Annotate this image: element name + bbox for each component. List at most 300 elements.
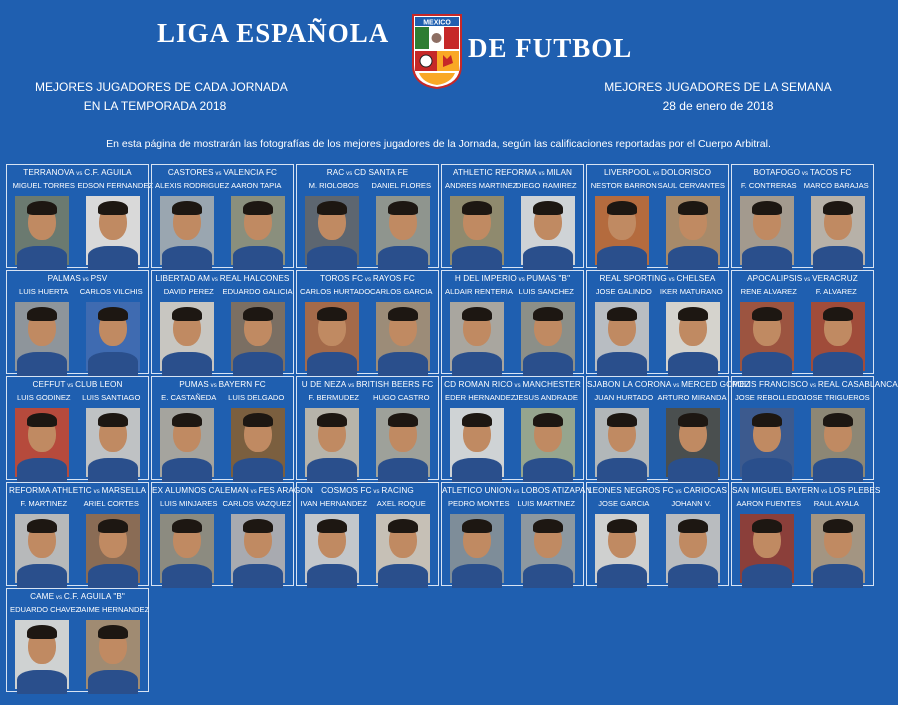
player-photo xyxy=(521,408,575,477)
player-photo xyxy=(305,514,359,583)
away-team: C.F. AGUILA xyxy=(84,168,132,177)
player-photo xyxy=(450,514,504,583)
home-team: BOTAFOGO xyxy=(753,168,801,177)
player-photos xyxy=(152,514,293,583)
match-card xyxy=(151,482,313,586)
away-team: VERACRUZ xyxy=(812,274,858,283)
player-name-1: RENE ALVAREZ xyxy=(740,287,797,296)
match-card xyxy=(441,164,584,268)
player-photos xyxy=(7,620,148,689)
home-team: REFORMA ATHLETIC xyxy=(8,486,92,495)
player-photo xyxy=(231,302,285,371)
player-name-2: EDUARDO GALICIA xyxy=(222,287,293,296)
vs-label: vs xyxy=(512,383,523,389)
home-team: SAN MIGUEL BAYERN xyxy=(732,486,820,495)
photo-hair xyxy=(243,413,273,427)
player-photo xyxy=(450,408,504,477)
match-title xyxy=(297,168,438,177)
photo-hair xyxy=(678,413,708,427)
home-team: EX ALUMNOS CALEMAN xyxy=(152,486,249,495)
player-photos xyxy=(297,196,438,265)
player-names xyxy=(442,287,583,296)
player-photos xyxy=(587,514,728,583)
away-team: LOBOS ATIZAPAN xyxy=(521,486,592,495)
player-photos xyxy=(297,514,438,583)
player-name-2: DIEGO RAMIREZ xyxy=(515,181,577,190)
player-photo xyxy=(666,302,720,371)
away-team: MANCHESTER xyxy=(522,380,581,389)
player-names xyxy=(7,499,148,508)
match-card xyxy=(296,482,439,586)
vs-label: vs xyxy=(651,171,661,177)
away-team: BRITISH BEERS FC xyxy=(356,380,434,389)
player-name-1: LUIS GODINEZ xyxy=(16,393,71,402)
vs-label: vs xyxy=(802,277,813,283)
player-names xyxy=(587,393,728,402)
home-team: CAME xyxy=(30,592,55,601)
match-title xyxy=(732,486,881,495)
vs-label: vs xyxy=(536,171,547,177)
player-photo xyxy=(160,408,214,477)
vs-label: vs xyxy=(371,489,382,495)
player-name-1: PEDRO MONTES xyxy=(447,499,510,508)
player-names xyxy=(732,287,873,296)
photo-body xyxy=(162,352,212,376)
player-name-2: LUIS MARTINEZ xyxy=(517,499,576,508)
photo-hair xyxy=(607,519,637,533)
player-name-2: ARTURO MIRANDA xyxy=(657,393,727,402)
photo-hair xyxy=(752,413,782,427)
photo-hair xyxy=(752,201,782,215)
match-card xyxy=(586,164,729,268)
player-name-1: JOSE GARCIA xyxy=(598,499,650,508)
mexico-crest-logo xyxy=(411,13,463,89)
photo-hair xyxy=(98,307,128,321)
player-name-2: HUGO CASTRO xyxy=(372,393,430,402)
photo-body xyxy=(17,670,67,694)
vs-label: vs xyxy=(213,171,224,177)
player-photo xyxy=(666,196,720,265)
player-photo xyxy=(86,302,140,371)
player-name-1: MIGUEL TORRES xyxy=(12,181,75,190)
photo-body xyxy=(162,564,212,588)
away-team: VALENCIA FC xyxy=(223,168,278,177)
player-photo xyxy=(376,514,430,583)
photo-body xyxy=(523,564,573,588)
match-card xyxy=(6,376,149,480)
away-team: BAYERN FC xyxy=(218,380,266,389)
player-photo xyxy=(666,514,720,583)
player-photo xyxy=(521,196,575,265)
vs-label: vs xyxy=(516,277,527,283)
photo-body xyxy=(742,458,792,482)
player-name-1: JOSE REBOLLEDO xyxy=(735,393,804,402)
photo-hair xyxy=(27,307,57,321)
photo-hair xyxy=(678,307,708,321)
match-card xyxy=(296,270,439,374)
photo-hair xyxy=(533,201,563,215)
player-name-2: ARIEL CORTES xyxy=(83,499,139,508)
match-card xyxy=(151,376,294,480)
player-photo xyxy=(86,408,140,477)
match-title xyxy=(587,486,728,495)
player-photo xyxy=(595,408,649,477)
vs-label: vs xyxy=(344,171,355,177)
away-team: C.F. AGUILA "B" xyxy=(63,592,125,601)
player-name-2: F. ALVAREZ xyxy=(815,287,857,296)
photo-hair xyxy=(462,201,492,215)
photo-hair xyxy=(98,625,128,639)
player-names xyxy=(297,181,438,190)
match-title xyxy=(587,380,751,389)
player-name-1: F. CONTRERAS xyxy=(740,181,797,190)
player-name-2: JESUS ANDRADE xyxy=(514,393,578,402)
photo-hair xyxy=(388,307,418,321)
player-name-2: AARON TAPIA xyxy=(231,181,282,190)
player-photos xyxy=(732,302,873,371)
photo-hair xyxy=(317,307,347,321)
home-team: TERRANOVA xyxy=(23,168,75,177)
vs-label: vs xyxy=(65,383,76,389)
player-name-1: LUIS HUERTA xyxy=(18,287,69,296)
player-name-1: NESTOR BARRON xyxy=(590,181,657,190)
crest-label: MEXICO xyxy=(423,19,451,27)
player-names xyxy=(297,287,438,296)
photo-hair xyxy=(243,201,273,215)
match-title xyxy=(732,380,898,389)
player-photo xyxy=(376,302,430,371)
photo-hair xyxy=(317,413,347,427)
photo-body xyxy=(523,246,573,270)
photo-hair xyxy=(317,201,347,215)
photo-body xyxy=(233,246,283,270)
player-photos xyxy=(297,408,438,477)
photo-body xyxy=(378,564,428,588)
photo-body xyxy=(17,564,67,588)
vs-label: vs xyxy=(819,489,829,495)
player-names xyxy=(297,499,438,508)
right-subtitle-line2: 28 de enero de 2018 xyxy=(662,99,774,113)
intro-text: En esta página de mostrarán las fotografías de los mejores jugadores de la Jornada, según las calificaciones reportadas por el Cuerpo Arbitral. xyxy=(106,138,771,150)
vs-label: vs xyxy=(666,277,677,283)
player-names xyxy=(297,393,438,402)
photo-body xyxy=(742,246,792,270)
photo-hair xyxy=(823,307,853,321)
left-subtitle-line1: MEJORES JUGADORES DE CADA JORNADA xyxy=(35,80,288,94)
player-names xyxy=(152,499,293,508)
away-team: CHELSEA xyxy=(676,274,716,283)
player-photo xyxy=(811,514,865,583)
player-photos xyxy=(7,408,148,477)
photo-body xyxy=(452,246,502,270)
home-team: PALMAS xyxy=(47,274,81,283)
player-photos xyxy=(732,408,873,477)
match-title xyxy=(587,274,728,283)
match-card xyxy=(151,164,294,268)
player-photos xyxy=(732,196,873,265)
photo-hair xyxy=(678,201,708,215)
photo-hair xyxy=(462,413,492,427)
photo-hair xyxy=(388,413,418,427)
vs-label: vs xyxy=(363,277,373,283)
player-photo xyxy=(740,408,794,477)
player-photos xyxy=(442,514,583,583)
match-title xyxy=(442,380,583,389)
player-name-2: AXEL ROQUE xyxy=(376,499,426,508)
home-team: LIVERPOOL xyxy=(603,168,652,177)
player-photo xyxy=(305,408,359,477)
player-name-2: IKER MATURANO xyxy=(659,287,723,296)
away-team: CLUB LEON xyxy=(75,380,123,389)
away-team: MERCED GOMEZ xyxy=(681,380,751,389)
home-team: RAC xyxy=(326,168,345,177)
photo-body xyxy=(88,246,138,270)
player-names xyxy=(7,605,148,614)
players-grid xyxy=(6,164,898,692)
player-photos xyxy=(587,196,728,265)
player-name-1: ANDRES MARTINEZ xyxy=(445,181,518,190)
photo-body xyxy=(233,352,283,376)
player-photo xyxy=(160,196,214,265)
player-photo xyxy=(521,514,575,583)
player-names xyxy=(732,181,873,190)
photo-body xyxy=(523,352,573,376)
photo-hair xyxy=(243,307,273,321)
match-card xyxy=(586,376,751,480)
player-photo xyxy=(740,196,794,265)
home-team: CASTORES xyxy=(167,168,214,177)
photo-body xyxy=(668,458,718,482)
player-names xyxy=(442,181,583,190)
vs-label: vs xyxy=(671,383,682,389)
player-name-1: M. RIOLOBOS xyxy=(308,181,359,190)
photo-body xyxy=(597,564,647,588)
photo-hair xyxy=(533,307,563,321)
home-team: CEFFUT xyxy=(32,380,66,389)
player-names xyxy=(442,499,583,508)
match-title xyxy=(297,486,438,495)
photo-body xyxy=(88,670,138,694)
photo-body xyxy=(813,564,863,588)
photo-hair xyxy=(243,519,273,533)
match-title xyxy=(297,274,438,283)
photo-hair xyxy=(388,519,418,533)
photo-body xyxy=(523,458,573,482)
away-team: TACOS FC xyxy=(809,168,852,177)
vs-label: vs xyxy=(80,277,91,283)
player-name-1: ALDAIR RENTERIA xyxy=(445,287,513,296)
left-subtitle-line2: EN LA TEMPORADA 2018 xyxy=(83,99,227,113)
player-names xyxy=(7,287,148,296)
player-name-2: JOSE TRIGUEROS xyxy=(802,393,870,402)
away-team: CARIOCAS xyxy=(683,486,728,495)
photo-body xyxy=(162,458,212,482)
player-name-2: SAUL CERVANTES xyxy=(657,181,725,190)
player-photo xyxy=(231,514,285,583)
player-names xyxy=(587,181,728,190)
photo-hair xyxy=(678,519,708,533)
vs-label: vs xyxy=(248,489,259,495)
photo-body xyxy=(742,564,792,588)
photo-body xyxy=(307,564,357,588)
player-names xyxy=(7,393,148,402)
match-title xyxy=(297,380,438,389)
player-photo xyxy=(15,302,69,371)
player-photo xyxy=(15,196,69,265)
home-team: PUMAS xyxy=(179,380,209,389)
player-photo xyxy=(811,408,865,477)
photo-body xyxy=(668,564,718,588)
player-name-2: CARLOS GARCIA xyxy=(370,287,433,296)
player-photo xyxy=(86,196,140,265)
photo-body xyxy=(233,458,283,482)
away-team: FES ARAGON xyxy=(258,486,313,495)
vs-label: vs xyxy=(346,383,357,389)
photo-hair xyxy=(823,201,853,215)
photo-hair xyxy=(98,413,128,427)
match-title xyxy=(152,486,313,495)
photo-body xyxy=(162,246,212,270)
vs-label: vs xyxy=(800,171,810,177)
home-team: CD ROMAN RICO xyxy=(444,380,513,389)
home-team: LEONES NEGROS FC xyxy=(587,486,674,495)
match-card xyxy=(731,376,898,480)
photo-body xyxy=(813,246,863,270)
vs-label: vs xyxy=(54,595,64,601)
player-name-2: DANIEL FLORES xyxy=(371,181,432,190)
match-title xyxy=(152,168,293,177)
player-photos xyxy=(442,302,583,371)
photo-body xyxy=(452,458,502,482)
photo-body xyxy=(452,352,502,376)
match-title xyxy=(732,168,873,177)
match-card xyxy=(6,164,154,268)
player-photo xyxy=(595,302,649,371)
photo-hair xyxy=(823,519,853,533)
match-card xyxy=(731,164,874,268)
player-name-1: AARON FUENTES xyxy=(736,499,802,508)
player-photos xyxy=(587,408,728,477)
match-title xyxy=(587,168,728,177)
vs-label: vs xyxy=(74,171,85,177)
photo-body xyxy=(668,246,718,270)
player-photo xyxy=(160,302,214,371)
match-card xyxy=(6,482,149,586)
player-photo xyxy=(666,408,720,477)
photo-body xyxy=(378,458,428,482)
player-name-1: F. BERMUDEZ xyxy=(308,393,360,402)
player-photos xyxy=(7,196,148,265)
player-photos xyxy=(442,196,583,265)
photo-hair xyxy=(317,519,347,533)
home-team: ATHLETIC REFORMA xyxy=(452,168,537,177)
player-photo xyxy=(811,302,865,371)
photo-body xyxy=(597,458,647,482)
photo-body xyxy=(307,352,357,376)
player-names xyxy=(152,287,293,296)
player-photo xyxy=(595,196,649,265)
vs-label: vs xyxy=(210,277,220,283)
player-name-1: LUIS MINJARES xyxy=(160,499,218,508)
home-team: COSMOS FC xyxy=(321,486,372,495)
photo-hair xyxy=(388,201,418,215)
player-photo xyxy=(86,514,140,583)
photo-hair xyxy=(172,413,202,427)
match-card xyxy=(586,270,729,374)
photo-body xyxy=(307,458,357,482)
player-photo xyxy=(376,196,430,265)
player-photo xyxy=(305,196,359,265)
player-photo xyxy=(740,514,794,583)
away-team: REAL HALCONES xyxy=(219,274,290,283)
match-title xyxy=(732,274,873,283)
match-title xyxy=(152,380,293,389)
player-names xyxy=(587,499,728,508)
player-photos xyxy=(152,408,293,477)
photo-body xyxy=(17,458,67,482)
photo-hair xyxy=(533,413,563,427)
vs-label: vs xyxy=(808,383,818,389)
match-title xyxy=(152,274,293,283)
home-team: U DE NEZA xyxy=(301,380,347,389)
photo-hair xyxy=(752,519,782,533)
player-name-2: JAIME HERNANDEZ xyxy=(77,605,150,614)
match-card xyxy=(586,482,729,586)
photo-body xyxy=(307,246,357,270)
home-team: TOROS FC xyxy=(320,274,364,283)
vs-label: vs xyxy=(673,489,684,495)
player-photo xyxy=(521,302,575,371)
player-photo xyxy=(811,196,865,265)
photo-hair xyxy=(98,519,128,533)
match-card xyxy=(6,270,149,374)
match-card xyxy=(441,482,592,586)
player-name-1: CARLOS HURTADO xyxy=(300,287,371,296)
photo-hair xyxy=(607,307,637,321)
player-photo xyxy=(740,302,794,371)
photo-hair xyxy=(27,413,57,427)
player-names xyxy=(152,393,293,402)
photo-hair xyxy=(172,307,202,321)
photo-hair xyxy=(27,519,57,533)
match-title xyxy=(442,168,583,177)
photo-hair xyxy=(27,201,57,215)
player-photo xyxy=(231,408,285,477)
player-name-1: EDUARDO CHAVEZ xyxy=(10,605,81,614)
player-photo xyxy=(450,302,504,371)
photo-hair xyxy=(607,413,637,427)
player-name-1: DAVID PEREZ xyxy=(163,287,214,296)
match-title xyxy=(442,274,583,283)
match-card xyxy=(441,376,584,480)
player-name-2: LUIS SANCHEZ xyxy=(518,287,574,296)
photo-hair xyxy=(98,201,128,215)
vs-label: vs xyxy=(91,489,102,495)
photo-body xyxy=(742,352,792,376)
photo-body xyxy=(668,352,718,376)
player-names xyxy=(442,393,583,402)
match-title xyxy=(7,380,148,389)
photo-hair xyxy=(823,413,853,427)
player-names xyxy=(152,181,293,190)
title-right: DE FUTBOL xyxy=(468,33,633,63)
player-photo xyxy=(160,514,214,583)
away-team: RAYOS FC xyxy=(372,274,415,283)
player-photo xyxy=(15,620,69,689)
photo-hair xyxy=(462,307,492,321)
player-name-1: JUAN HURTADO xyxy=(594,393,654,402)
photo-hair xyxy=(172,201,202,215)
